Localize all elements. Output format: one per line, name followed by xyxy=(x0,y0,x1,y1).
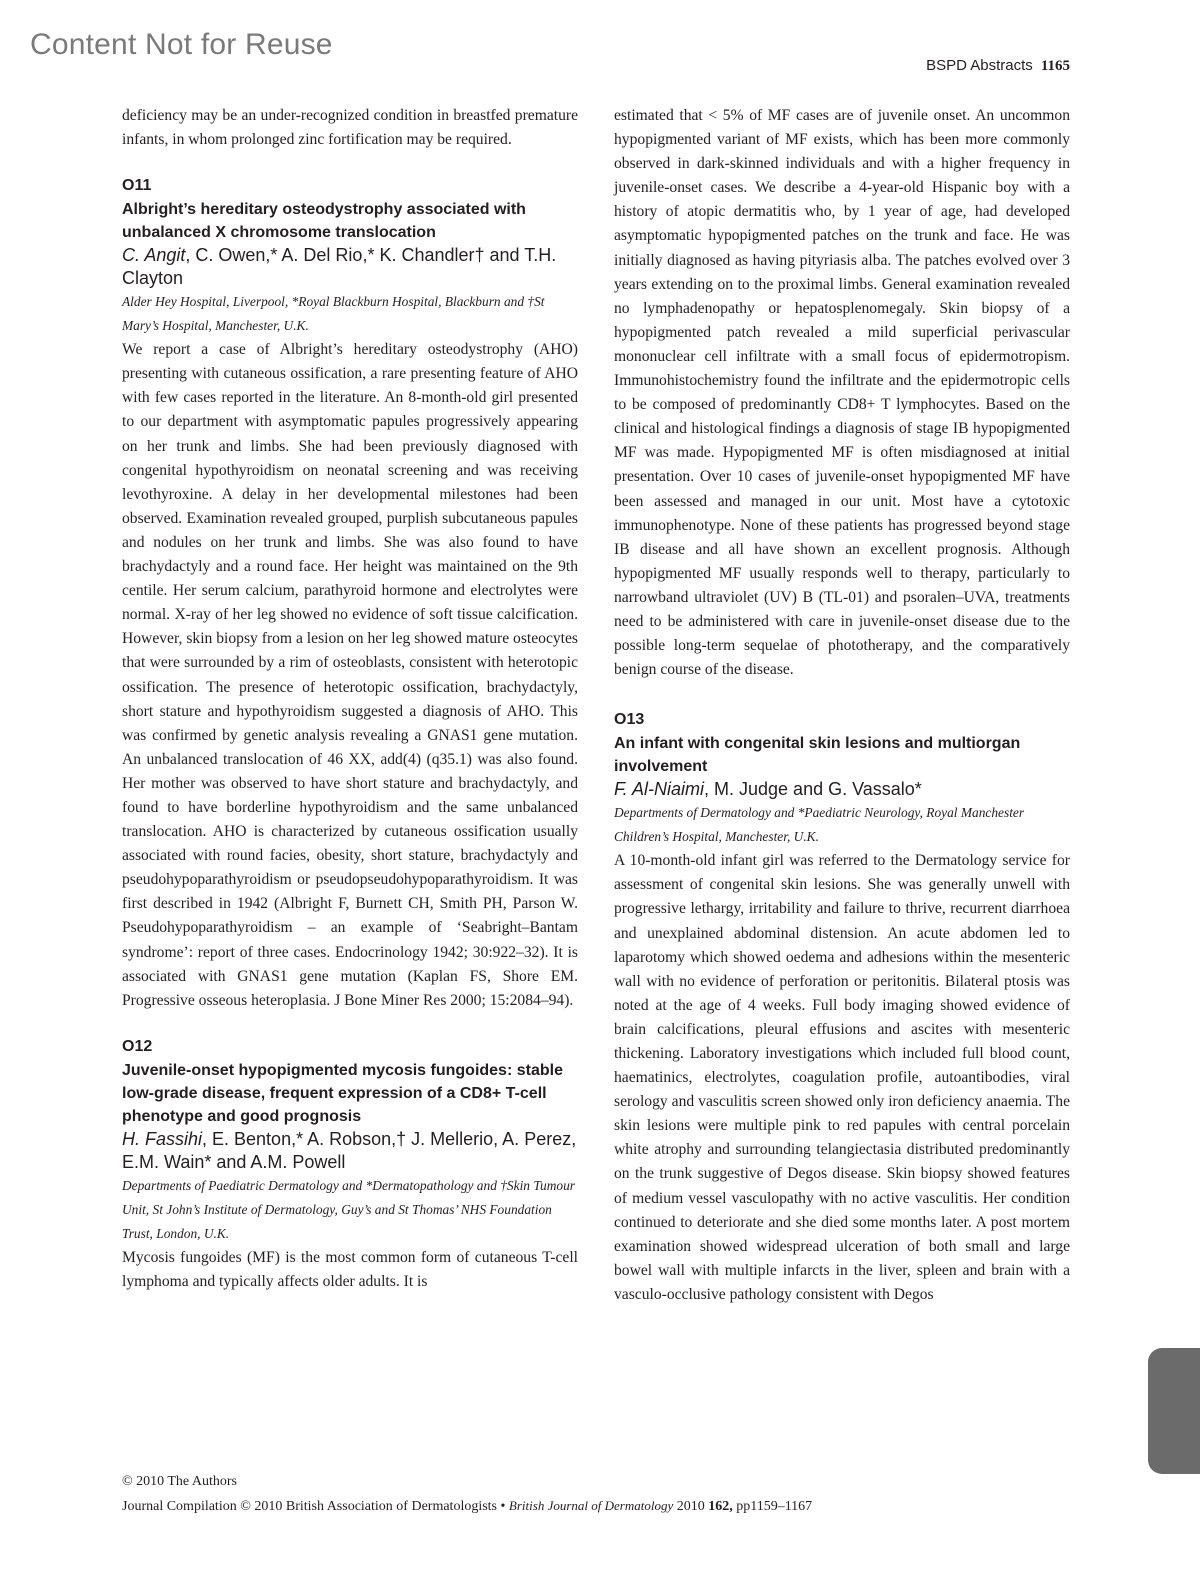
abstract-authors-o13 xyxy=(614,778,1070,801)
abstract-body-o13: A 10-month-old infant girl was referred to the Dermatology service for assessment of congenital skin lesions. She was generally unwell with progressive lethargy, irritability and failure to thrive, recurrent diarrhoea and unexplained abdominal distension. An acute abdomen led to laparotomy which showed oedema and adhesions within the mesenteric wall with no evidence of perforation or peritonitis. Bilateral ptosis was noted at the age of 4 weeks. Full body imaging showed evidence of brain calcifications, pleural effusions and ascites with mesenteric thickening. Laboratory investigations which included full blood count, haematinics, electrolytes, coagulation profile, autoantibodies, viral serology and vasculitis screen showed only iron deficiency anaemia. The skin lesions were multiple pink to red papules with central porcelain white atrophy and surrounding telangiectasia distributed predominantly on the trunk suggestive of Degos disease. Skin biopsy showed features of medium vessel vasculopathy with no active vasculitis. Her condition continued to deteriorate and she died some months later. A post mortem examination showed widespread ulceration of both small and large bowel wall with multiple infarcts in the liver, spleen and brain with a vasculo-occlusive pathology consistent with Degos xyxy=(614,852,1070,1303)
side-thumb-tab xyxy=(1148,1348,1200,1474)
abstract-affiliation-o12: Departments of Paediatric Dermatology and *Dermatopathology and †Skin Tumour Unit, St John’s Institute of Dermatology, Guy’s and St Thomas’ NHS Foundation Trust, London, U.K. xyxy=(122,1177,576,1241)
running-head-title: BSPD Abstracts xyxy=(926,57,1033,74)
abstract-id-o13: O13 xyxy=(614,711,645,729)
abstract-title-o13: An infant with congenital skin lesions and multiorgan involvement xyxy=(614,735,1021,776)
page-footer xyxy=(122,1470,812,1519)
running-head xyxy=(926,57,1070,75)
left-column xyxy=(122,104,578,1294)
abstract-authors-o11 xyxy=(122,244,578,290)
co-authors: , E. Benton,* A. Robson,† J. Mellerio, A. Perez, E.M. Wain* and A.M. Powell xyxy=(122,1128,577,1172)
abstract-body-o12-continued: estimated that < 5% of MF cases are of juvenile onset. An uncommon hypopigmented variant of MF exists, which has been more commonly observed in dark-skinned individuals and with a higher frequency in juvenile-onset cases. We describe a 4-year-old Hispanic boy with a history of atopic dermatitis who, by 1 year of age, had developed asymptomatic hypopigmented patches on the trunk and face. He was initially diagnosed as having pityriasis alba. The patches evolved over 3 years extending on to the proximal limbs. General examination revealed no lymphadenopathy or hepatosplenomegaly. Skin biopsy of a hypopigmented patch revealed a mild superficial perivascular mononuclear cell infiltrate with a small focus of epidermotropism. Immunohistochemistry found the infiltrate and the epidermotropic cells to be composed of predominantly CD8+ T lymphocytes. Based on the clinical and histological findings a diagnosis of stage IB hypopigmented MF was made. Hypopigmented MF is often misdiagnosed at initial presentation. Over 10 cases of juvenile-onset hypopigmented MF have been assessed and managed in our unit. Most have a cytotoxic immunophenotype. None of these patients has progressed beyond stage IB disease and all have shown an excellent prognosis. Although hypopigmented MF usually responds well to therapy, particularly to narrowband ultraviolet (UV) B (TL-01) and psoralen–UVA, treatments need to be administered with care in juvenile-onset disease due to the possible long-term sequelae of phototherapy, and the comparatively benign course of the disease. xyxy=(614,107,1070,679)
footer-copyright: © 2010 The Authors xyxy=(122,1474,237,1489)
abstract-authors-o12 xyxy=(122,1128,578,1174)
footer-journal-line xyxy=(122,1494,812,1519)
footer-pages: pp1159–1167 xyxy=(736,1499,813,1514)
intro-paragraph: deficiency may be an under-recognized condition in breastfed premature infants, in whom prolonged zinc fortification may be required. xyxy=(122,107,578,149)
co-authors: , C. Owen,* A. Del Rio,* K. Chandler† and T.H. Clayton xyxy=(122,245,557,289)
presenting-author: H. Fassihi xyxy=(122,1128,203,1149)
presenting-author: C. Angit xyxy=(122,245,186,266)
abstract-affiliation-o11: Alder Hey Hospital, Liverpool, *Royal Blackburn Hospital, Blackburn and †St Mary’s Hospital, Manchester, U.K. xyxy=(122,294,545,334)
abstract-body-o11: We report a case of Albright’s hereditary osteodystrophy (AHO) presenting with cutaneous ossification, a rare presenting feature of AHO with few cases reported in the literature. An 8-month-old girl presented to our department with asymptomatic papules progressively appearing on her trunk and limbs. She had been previously diagnosed with congenital hypothyroidism on neonatal screening and was receiving levothyroxine. A delay in her developmental milestones had been observed. Examination revealed grouped, purplish subcutaneous papules and nodules on her trunk and limbs. She was also found to have brachydactyly and a round face. Her height was maintained on the 9th centile. Her serum calcium, parathyroid hormone and electrolytes were normal. X-ray of her leg showed no evidence of soft tissue calcification. However, skin biopsy from a lesion on her leg showed mature osteocytes that were surrounded by a rim of osteoblasts, consistent with heterotopic ossification. The presence of heterotopic ossification, brachydactyly, short stature and hypothyroidism suggested a diagnosis of AHO. This was confirmed by genetic analysis revealing a GNAS1 gene mutation. An unbalanced translocation of 46 XX, add(4) (q35.1) was also found. Her mother was observed to have short stature and brachydactyly, and found to have borderline hypothyroidism and the same unbalanced translocation. AHO is characterized by cutaneous ossification usually associated with round facies, obesity, short stature, brachydactyly and pseudohypoparathyroidism or pseudopseudohypoparathyroidism. It was first described in 1942 (Albright F, Burnett CH, Smith PH, Parson W. Pseudohypoparathyroidism – an example of ‘Seabright–Bantam syndrome’: report of three cases. Endocrinology 1942; 30:922–32). It is associated with GNAS1 gene mutation (Kaplan FS, Shore EM. Progressive osseous heteroplasia. J Bone Miner Res 2000; 15:2084–94). xyxy=(122,341,578,1009)
co-authors: , M. Judge and G. Vassalo* xyxy=(704,779,922,800)
right-column xyxy=(614,104,1070,1307)
abstract-id-o11: O11 xyxy=(122,177,152,195)
abstract-body-o12: Mycosis fungoides (MF) is the most common form of cutaneous T-cell lymphoma and typically affects older adults. It is xyxy=(122,1248,578,1290)
watermark: Content Not for Reuse xyxy=(30,28,333,61)
abstract-title-o11: Albright’s hereditary osteodystrophy associated with unbalanced X chromosome translocation xyxy=(122,201,526,242)
presenting-author: F. Al-Niaimi xyxy=(614,779,705,800)
abstract-affiliation-o13: Departments of Dermatology and *Paediatric Neurology, Royal Manchester Children’s Hospital, Manchester, U.K. xyxy=(614,805,1025,845)
page-number: 1165 xyxy=(1040,58,1070,74)
footer-year: 2010 xyxy=(676,1499,705,1514)
footer-compilation: Journal Compilation © 2010 British Association of Dermatologists • xyxy=(122,1499,506,1514)
footer-journal-name: British Journal of Dermatology xyxy=(508,1498,674,1513)
footer-volume: 162, xyxy=(708,1499,733,1514)
abstract-id-o12: O12 xyxy=(122,1037,153,1055)
abstract-title-o12: Juvenile-onset hypopigmented mycosis fungoides: stable low-grade disease, frequent expression of a CD8+ T-cell phenotype and good prognosis xyxy=(122,1061,563,1125)
